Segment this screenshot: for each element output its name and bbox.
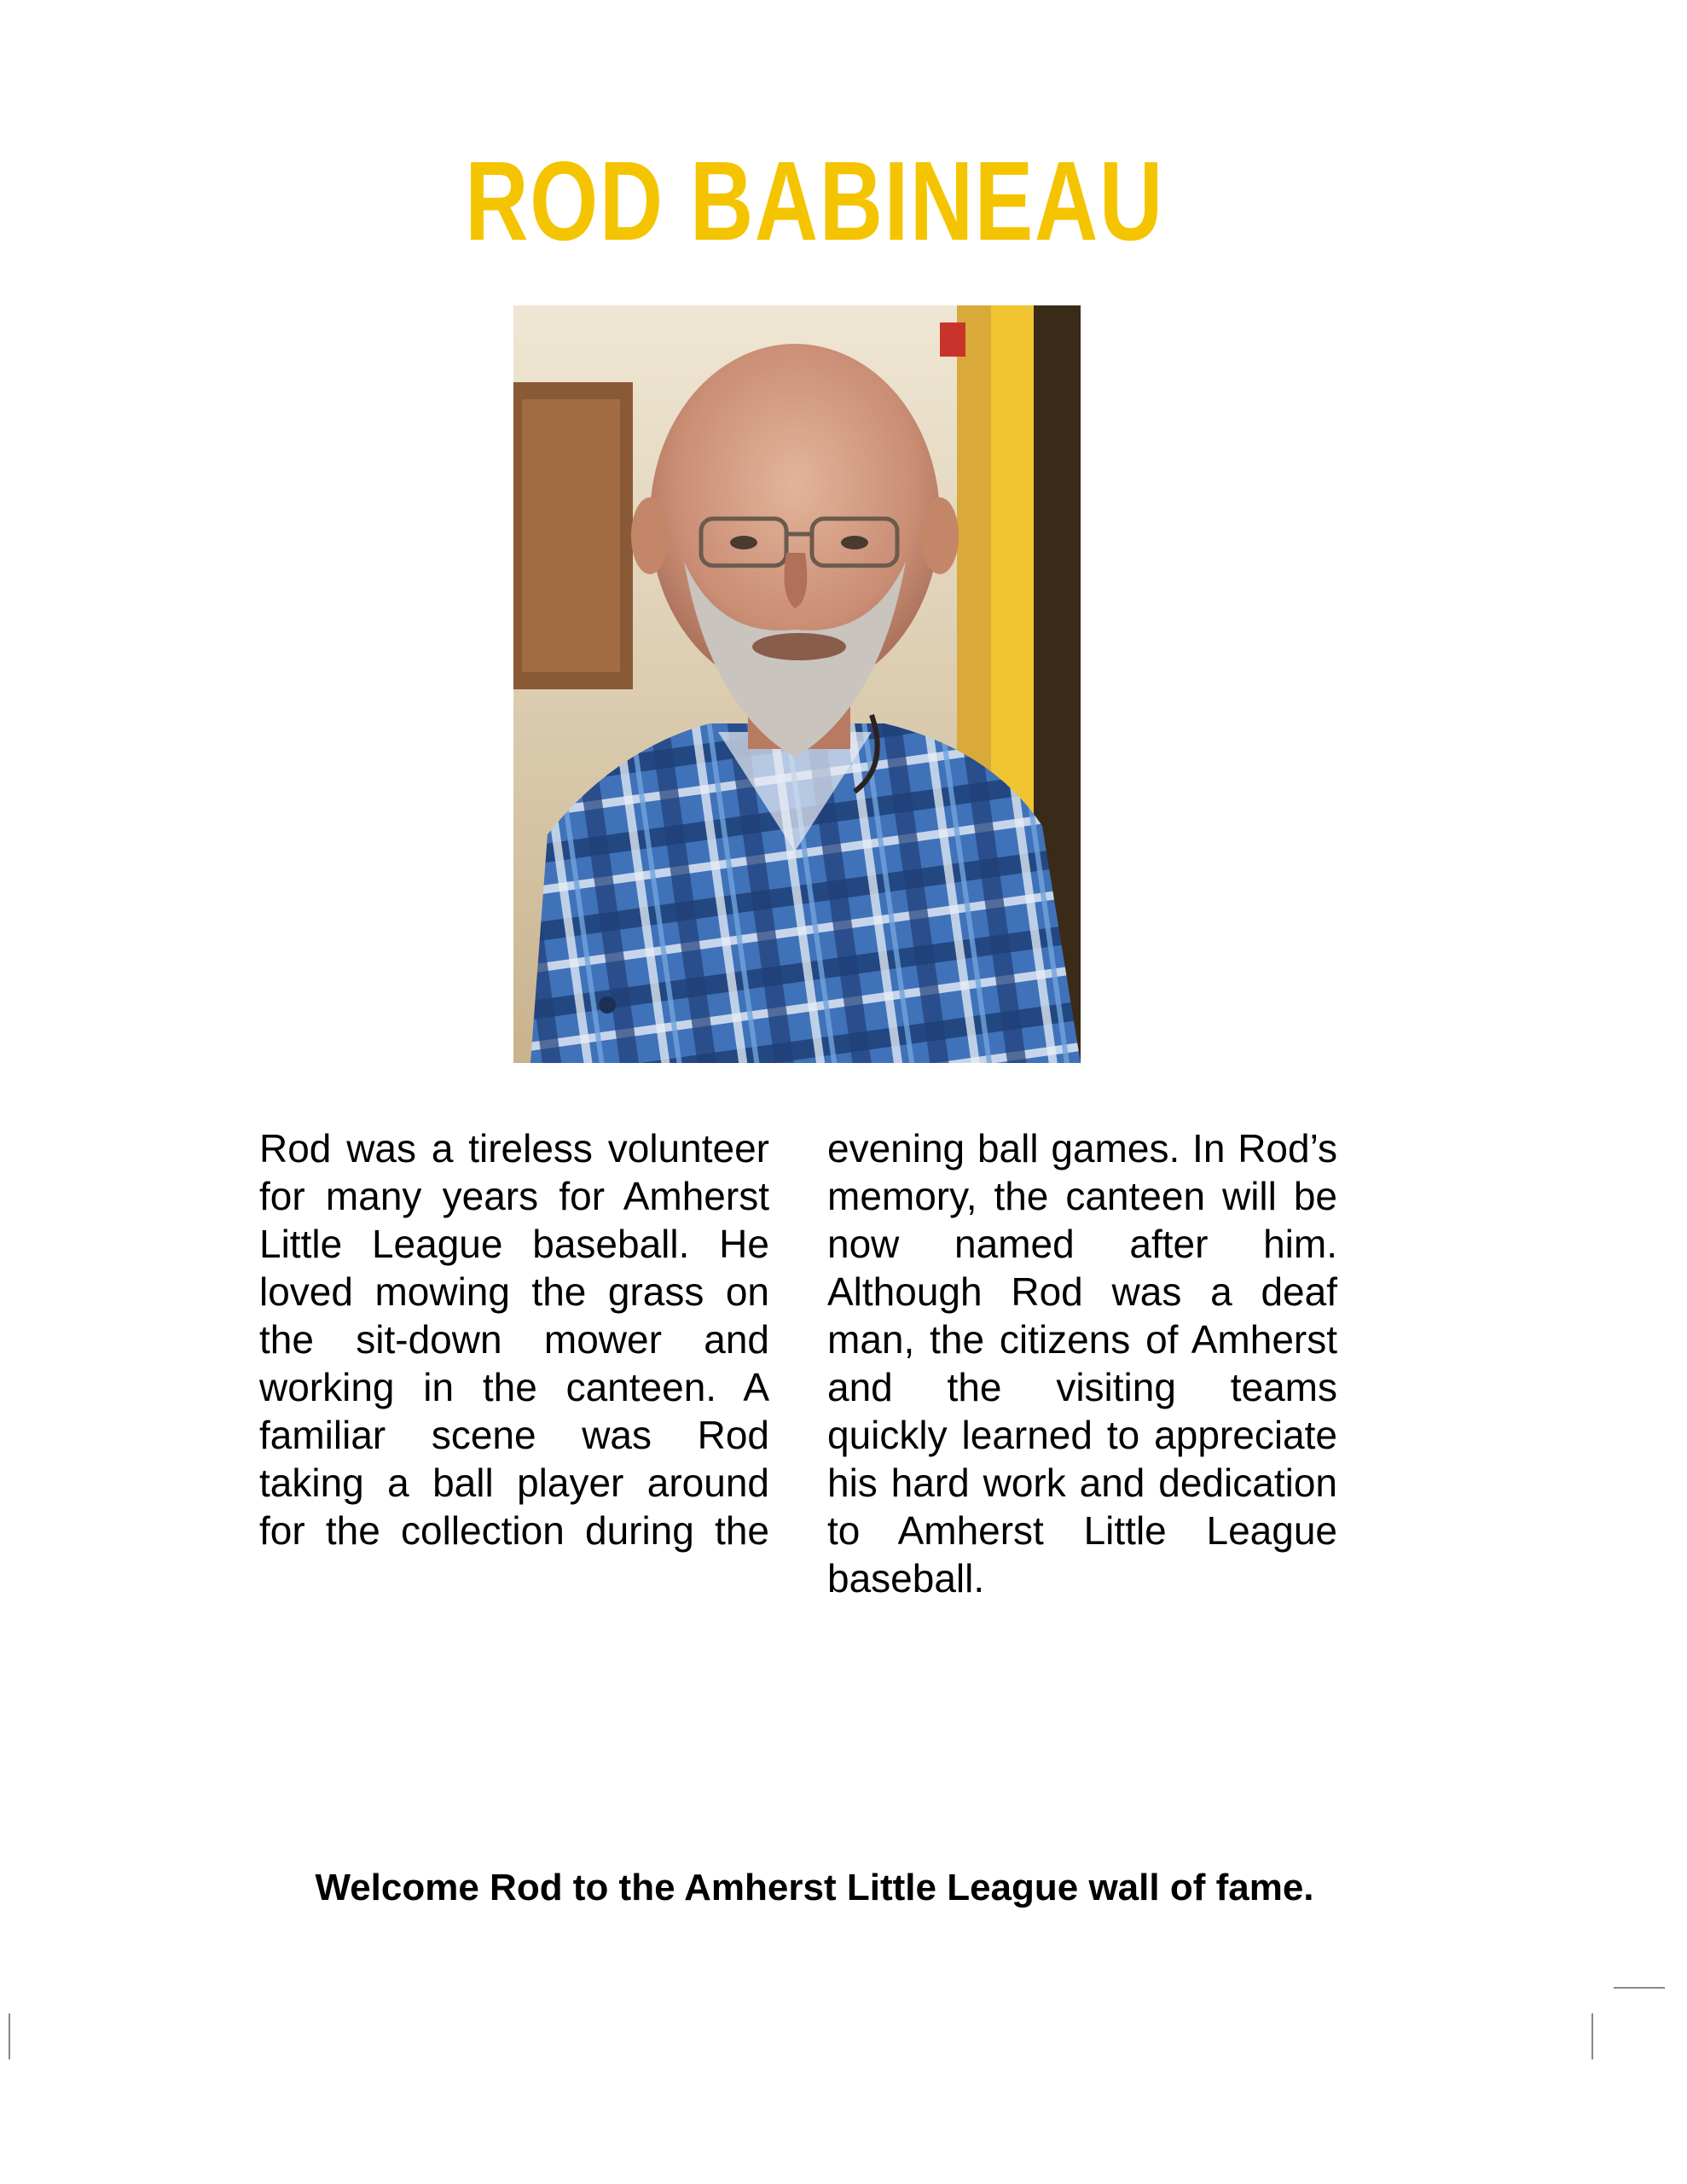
page-title: ROD BABINEAU	[465, 138, 1164, 264]
portrait-image	[513, 305, 1081, 1063]
crop-mark	[1591, 2013, 1593, 2059]
closing-statement: Welcome Rod to the Amherst Little League wall of fame.	[315, 1867, 1314, 1908]
crop-mark	[1614, 1987, 1665, 1989]
biography-right-column: evening ball games. In Rod’s memory, the canteen will be now named after him. Although Rod was a deaf man, the citizens of Amherst and the visiting teams quickly learned to appreciate his hard work and dedication to Amherst Little League baseball.	[827, 1126, 1337, 1600]
biography-left-column: Rod was a tireless volunteer for many years for Amherst Little League baseball. He loved mowing the grass on the sit-down mower and working in the canteen. A familiar scene was Rod taking a ball player around for the collection during the	[259, 1126, 769, 1553]
portrait-photo	[513, 305, 1081, 1063]
crop-mark	[9, 2013, 10, 2059]
